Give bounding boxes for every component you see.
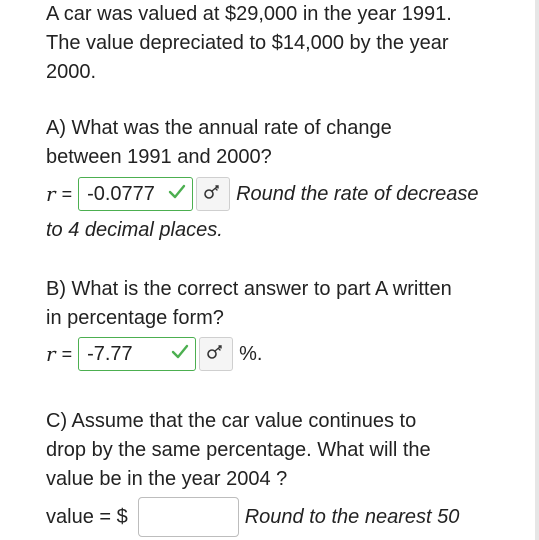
part-b-answer-row xyxy=(46,336,262,372)
part-c-label: value = $ xyxy=(46,505,128,528)
part-c-question xyxy=(46,407,516,494)
key-icon-button[interactable] xyxy=(199,337,233,371)
key-icon-button[interactable] xyxy=(196,177,230,211)
key-icon xyxy=(203,183,223,206)
part-b-equals: = xyxy=(61,343,73,364)
part-b-answer-value: -7.77 xyxy=(87,342,133,365)
part-c-question-line-3: value be in the year 2004 ? xyxy=(46,468,288,490)
part-a-answer-value: -0.0777 xyxy=(87,182,155,205)
intro-line-3: 2000. xyxy=(46,61,97,83)
part-b-answer-input[interactable] xyxy=(78,337,196,371)
part-a-equals: = xyxy=(61,183,73,204)
scrollbar-track[interactable] xyxy=(535,0,539,540)
part-b-question-line-1: B) What is the correct answer to part A written xyxy=(46,278,452,300)
part-c-hint: Round to the nearest 50 xyxy=(244,505,460,528)
part-a-var: r xyxy=(46,182,56,206)
part-a-question-line-2: between 1991 and 2000? xyxy=(46,146,272,168)
part-a-answer-row xyxy=(46,176,478,212)
part-c-question-line-1: C) Assume that the car value continues to xyxy=(46,410,417,432)
part-c-answer-row xyxy=(46,496,459,538)
part-a-hint-1: Round the rate of decrease xyxy=(236,182,479,205)
part-a-question-line-1: A) What was the annual rate of change xyxy=(46,117,392,139)
part-c-answer-input[interactable] xyxy=(138,497,239,537)
part-c-question-line-2: drop by the same percentage. What will the xyxy=(46,439,431,461)
problem-statement xyxy=(46,0,516,87)
key-icon xyxy=(206,343,226,366)
part-b-question-line-2: in percentage form? xyxy=(46,307,224,329)
check-icon xyxy=(168,183,186,206)
part-b-var: r xyxy=(46,342,56,366)
part-b-question xyxy=(46,275,516,333)
intro-line-2: The value depreciated to $14,000 by the year xyxy=(46,32,449,54)
part-a-hint-2: to 4 decimal places. xyxy=(46,219,223,241)
part-a-answer-input[interactable] xyxy=(78,177,193,211)
check-icon xyxy=(171,343,189,366)
part-b-percent-suffix: %. xyxy=(239,342,263,365)
part-a-question xyxy=(46,114,516,172)
intro-line-1: A car was valued at $29,000 in the year 1991. xyxy=(46,3,452,25)
